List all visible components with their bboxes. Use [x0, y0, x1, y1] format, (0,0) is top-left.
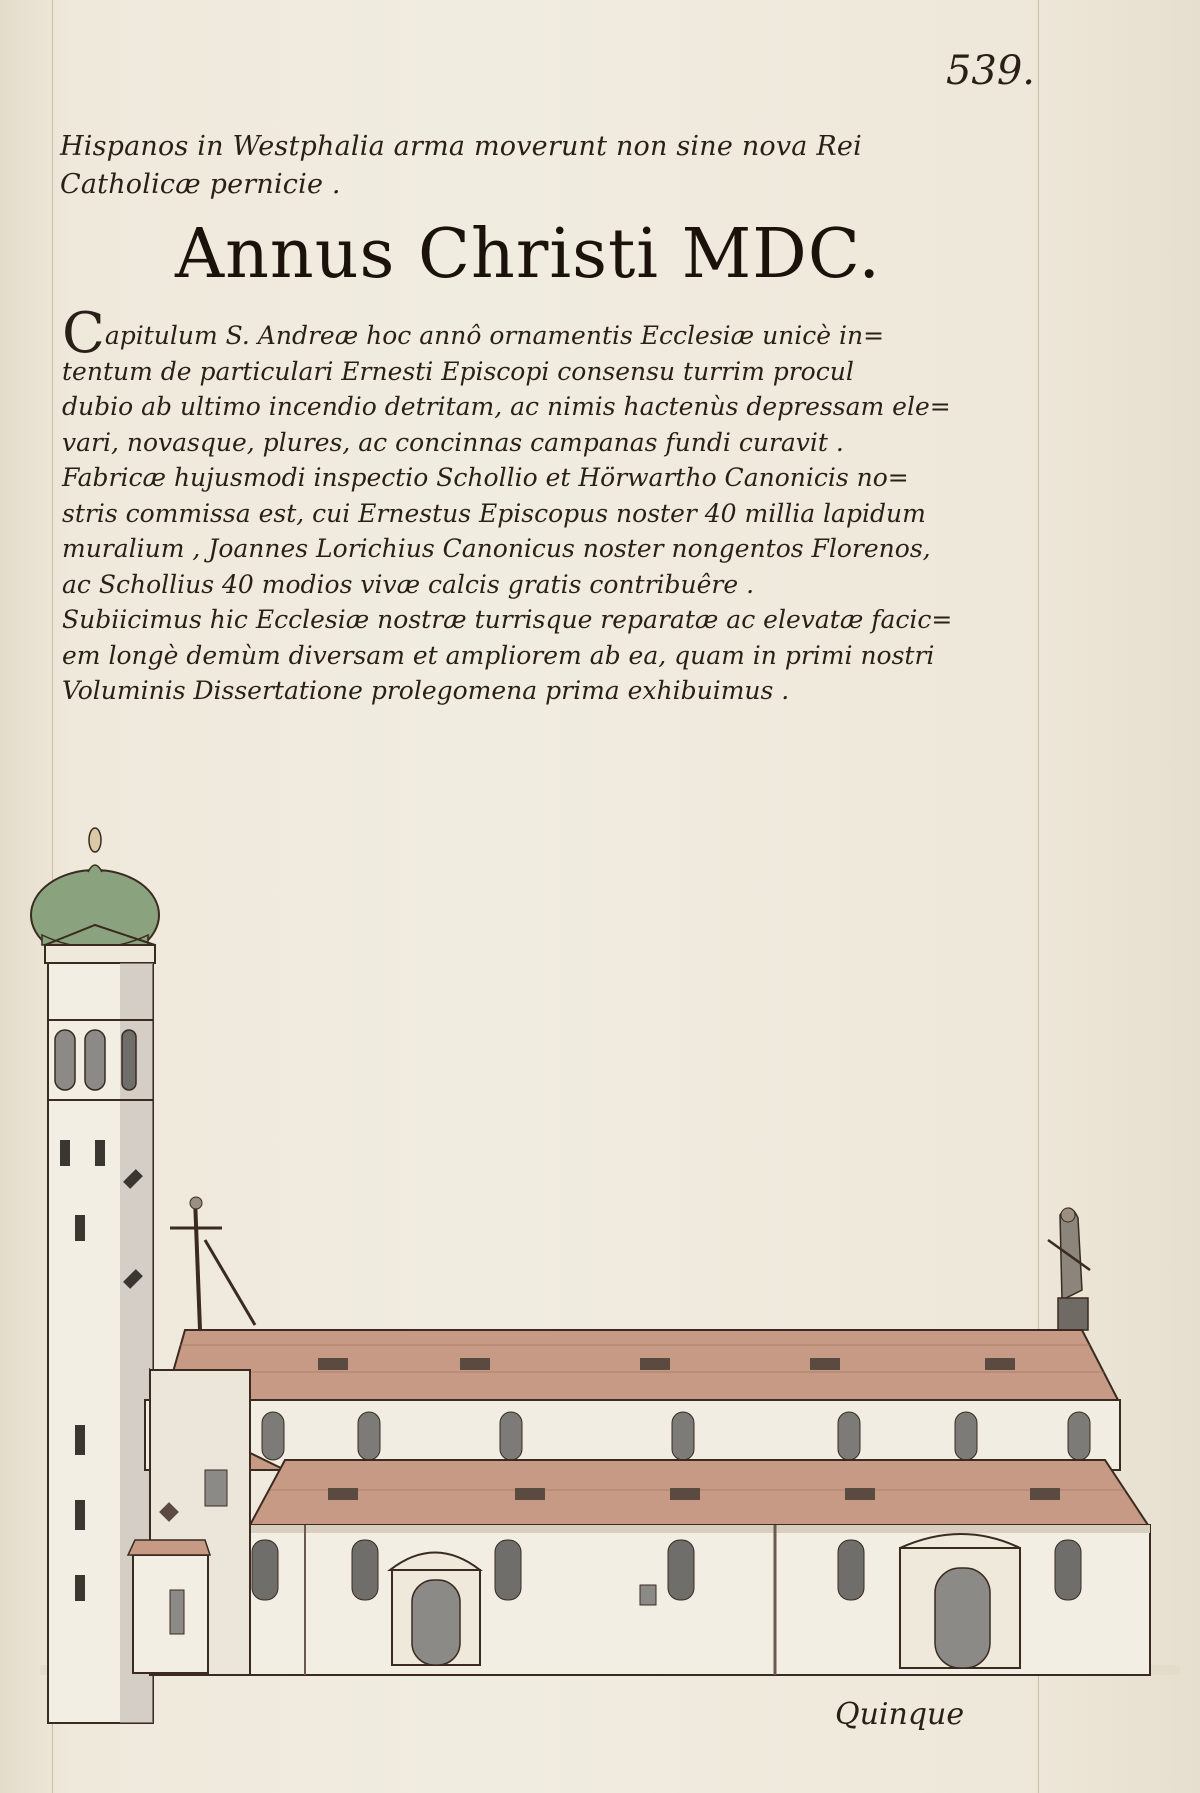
text-line: Voluminis Dissertatione prolegomena prima exhibuimus .	[62, 676, 790, 705]
catchword: Quinque	[835, 1697, 965, 1732]
text-line: dubio ab ultimo incendio detritam, ac nimis hactenùs depressam ele=	[62, 392, 951, 421]
drop-capital: C	[62, 301, 105, 366]
right-portal	[900, 1534, 1020, 1668]
text-line: Fabricæ hujusmodi inspectio Schollio et Hörwartho Canonicis no=	[62, 463, 909, 492]
statue-figure	[1048, 1208, 1090, 1330]
text-line: Hispanos in Westphalia arma moverunt non sine nova Rei	[60, 131, 862, 162]
text-line: stris commissa est, cui Ernestus Episcopus noster 40 millia lapidum	[62, 498, 926, 528]
text-line: ac Schollius 40 modios vivæ calcis gratis contribuêre .	[62, 569, 755, 599]
text-line: tentum de particulari Ernesti Episcopi consensu turrim procul	[62, 356, 854, 386]
text-line: Capitulum S. Andreæ hoc annô ornamentis Ecclesiæ unicè in=	[62, 301, 885, 366]
lower-roof	[250, 1460, 1148, 1525]
upper-roof	[165, 1330, 1118, 1400]
folio-number: 539.	[945, 48, 1035, 94]
crucifix-figure	[170, 1197, 255, 1330]
text-line: muralium , Joannes Lorichius Canonicus noster nongentos Florenos,	[62, 534, 931, 563]
text-line: Subiicimus hic Ecclesiæ nostræ turrisque reparatæ ac elevatæ facic=	[62, 605, 953, 634]
text-line: Catholicæ pernicie .	[60, 169, 341, 200]
year-heading: Annus Christi MDC.	[175, 215, 882, 294]
text-line: vari, novasque, plures, ac concinnas campanas fundi curavit .	[62, 427, 844, 457]
left-portal	[390, 1553, 480, 1666]
text-line: em longè demùm diversam et ampliorem ab ea, quam in primi nostri	[62, 640, 935, 670]
